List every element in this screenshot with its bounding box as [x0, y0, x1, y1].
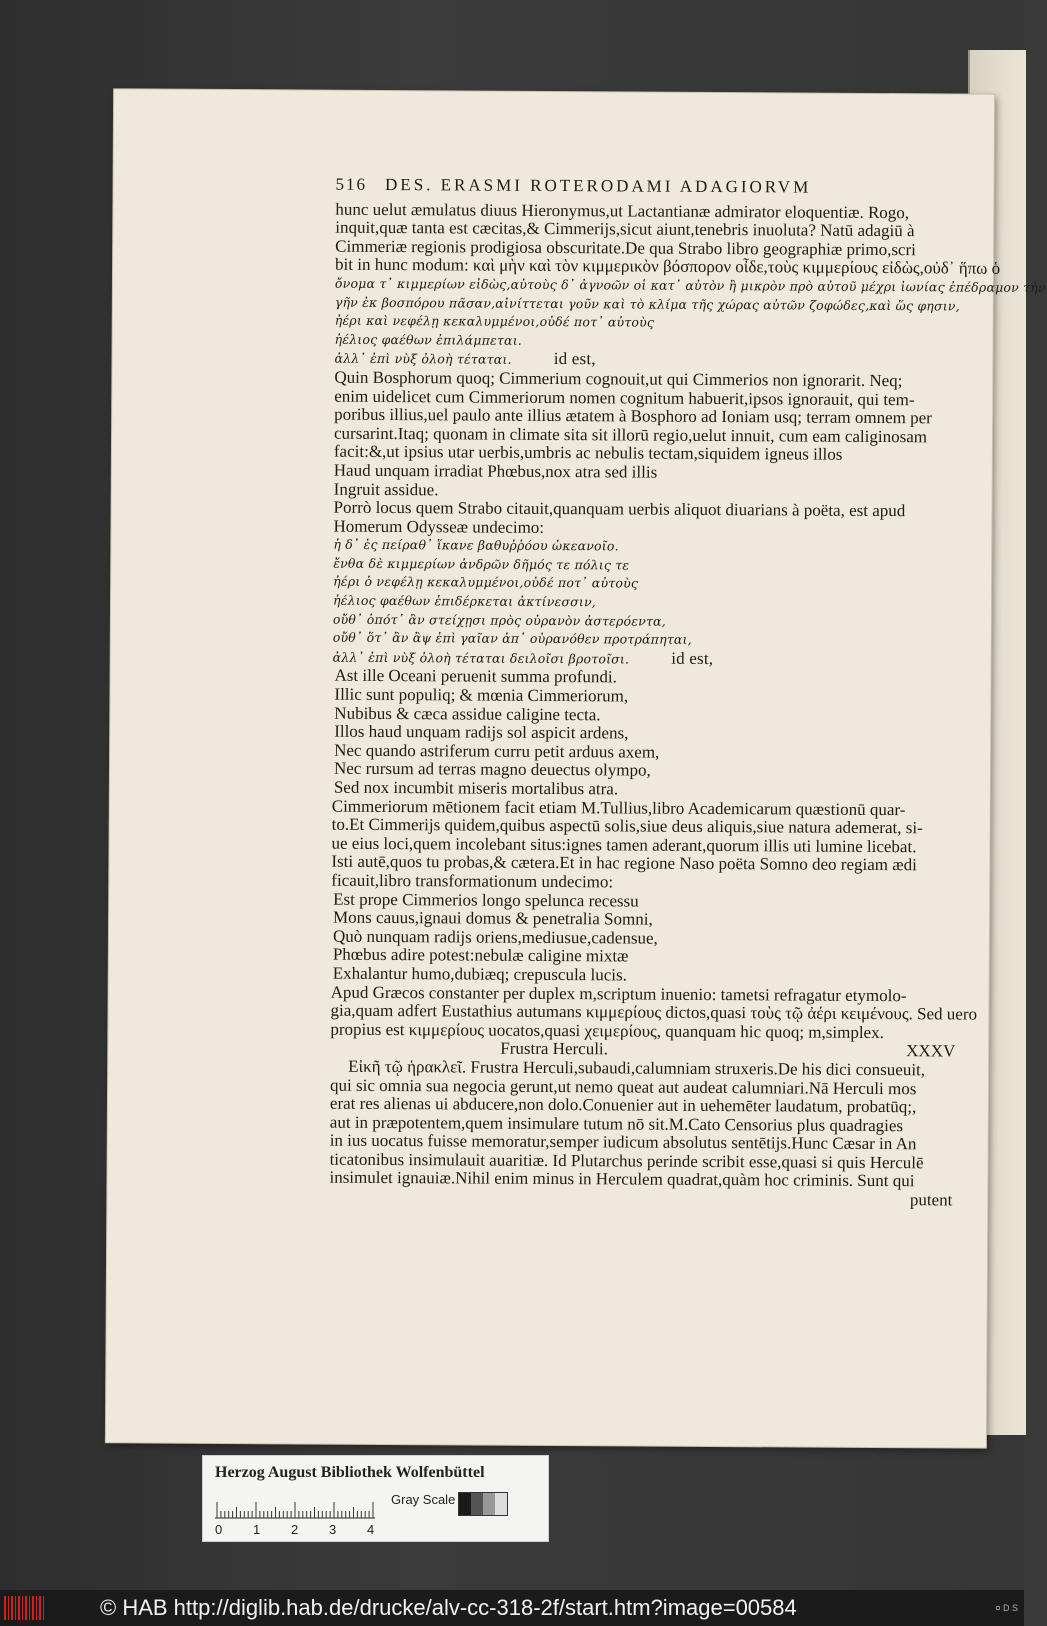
text-line-content: ficauit,libro transformationum undecimo:	[331, 870, 614, 892]
text-line-content: Est prope Cimmerios longo spelunca recessu	[333, 889, 639, 911]
adage-number: XXXV	[906, 1041, 956, 1061]
ruler-number: 1	[253, 1522, 261, 1537]
color-calibration-card	[202, 1455, 549, 1542]
text-line-content: inquit,quæ tanta est cæcitas,& Cimmerijs,sicut aiunt,tenebris inuoluta? Natū adagiū à	[335, 217, 915, 241]
text-line-content: to.Et Cimmerijs quidem,quibus aspectū solis,siue deus aliquis,siue natura ademerat, si-	[331, 814, 923, 838]
text-line-content: ἔνθα δὲ κιμμερίων ἀνδρῶν δῆμός τε πόλις τε	[333, 555, 630, 573]
text-line-content: Quò nunquam radijs oriens,mediusue,cadensue,	[332, 926, 658, 948]
text-line-content: enim uidelicet cum Cimmeriorum nomen cognitum habuerit,ipsos ignorauit, qui tem-	[334, 386, 915, 409]
gray-scale-label: Gray Scale	[391, 1492, 456, 1507]
text-line-content: erat res alienas ui abducere,non dolo.Conuenier aut in uehemēter laudatum, probatūq;,	[329, 1093, 917, 1117]
text-line-content: in ius uocatus fuisse memoratur,semper iudicum absolutus sentētijs.Hunc Cæsar in An	[329, 1130, 917, 1154]
ruler-number: 4	[367, 1522, 375, 1537]
source-url[interactable]: © HAB http://diglib.hab.de/drucke/alv-cc-318-2f/start.htm?image=00584	[100, 1595, 797, 1620]
text-line-content: Nec rursum ad terras magno deuectus olympo,	[333, 759, 651, 781]
text-line-content: Nubibus & cæca assidue caligine tecta.	[334, 703, 601, 724]
text-line-content: Apud Græcos constanter per duplex m,scriptum inuenio: tametsi refragatur etymolo-	[330, 982, 907, 1005]
text-line	[329, 1169, 954, 1191]
text-line-content: Quin Bosphorum quoq; Cimmerium cognouit,ut qui Cimmerios non ignorarit. Neq;	[334, 367, 903, 391]
id-est-marker: id est,	[553, 349, 596, 369]
text-line-content: hunc uelut æmulatus diuus Hieronymus,ut Lactantianæ admirator eloquentiæ. Rogo,	[335, 199, 910, 222]
ruler-number: 3	[329, 1522, 337, 1537]
folio-number: 516	[335, 174, 368, 194]
text-line-content: Phœbus adire potest:nebulæ caligine mixtæ	[332, 945, 629, 966]
text-line-content: ἠέλιος φαέθων ἐπιλάμπεται.	[334, 331, 523, 348]
text-line-content: Homerum Odysseæ undecimo:	[333, 516, 545, 537]
page-header	[336, 176, 961, 198]
text-line-content: οὔθ᾽ ὁπότ᾽ ἂν στείχῃσι πρὸς οὐρανὸν ἀστερόεντα,	[332, 611, 666, 629]
text-line-content: οὔθ᾽ ὅτ᾽ ἂν ἂψ ἐπὶ γαῖαν ἀπ᾽ οὐρανόθεν προτράπηται,	[332, 629, 692, 648]
text-line-content: Haud unquam irradiat Phœbus,nox atra sed illis	[333, 460, 658, 482]
text-line-content: Porrò locus quem Strabo citauit,quanquam uerbis aliquot diuarians à poëta, est apud	[333, 497, 906, 521]
book-page	[106, 89, 1046, 1447]
text-line-content: ἠέρι ὁ νεφέλῃ κεκαλυμμένοι,οὐδέ ποτ᾽ αὐτοὺς	[333, 574, 639, 592]
footer-mark: ¤ D S	[995, 1603, 1018, 1613]
text-line-content: aut in præpotentem,quem insimulare tutum nō sit.M.Cato Censorius plus quadragies	[329, 1112, 904, 1135]
ruler-number: 0	[215, 1522, 223, 1537]
text-line-content: Cimmeriæ regionis prodigiosa obscuritate.De qua Strabo libro geographiæ primo,scri	[335, 236, 916, 260]
text-lines	[330, 199, 1046, 1043]
text-line-content: Illic sunt populiq; & mœnia Cimmeriorum,	[334, 684, 629, 706]
gray-swatch	[459, 1493, 471, 1515]
gray-swatch	[495, 1493, 507, 1515]
text-line-content: ὄνομα τ᾽ κιμμερίων εἰδὼς,αὐτοὺς δ᾽ ἀγνοῶν οἱ κατ᾽ αὐτὸν ἢ μικρὸν πρὸ αὐτοῦ μέχρι ἰωνίας ἐπέδραμον τὴν	[334, 275, 1046, 295]
text-line-content: Ast ille Oceani peruenit summa profundi.	[334, 666, 617, 687]
text-line-content: gia,quam adfert Eustathius autumans κιμμερίους dictos,quasi τοὺς τῷ ἀέρι κειμένους. Sed uero	[330, 1000, 978, 1024]
text-line-content: bit in hunc modum: καὶ μὴν καὶ τὸν κιμμερικὸν βόσπορον οἶδε,τοὺς κιμμερίους εἰδὼς,οὐδ᾽ ἥπω ὁ	[335, 255, 1001, 279]
text-line-content: Exhalantur humo,dubiæq; crepuscula lucis.	[332, 963, 627, 985]
text-line-content: ἡ δ᾽ ἐς πείραθ᾽ ἵκανε βαθυῤῥόου ὠκεανοῖο.	[333, 536, 619, 554]
text-line-content: ticatonibus insimulauit auaritiæ. Id Plutarchus perinde scribit esse,quasi si quis Herculē	[329, 1149, 924, 1173]
text-block	[329, 174, 1046, 1210]
text-lines-continued	[329, 1058, 955, 1192]
text-line-content: cursarint.Itaq; quonam in climate sita sit illorū regio,uelut innuit, cum eam caliginosam	[333, 423, 928, 447]
gray-scale-swatches	[458, 1492, 508, 1516]
ruler-scale	[215, 1491, 375, 1519]
catchword: putent	[909, 1190, 953, 1210]
text-line-content: Nec quando astriferum curru petit arduus axem,	[334, 740, 660, 762]
text-line-content: qui sic omnia sua negocia gerunt,ut nemo queat aut audeat calumniari.Nā Herculi mos	[330, 1075, 917, 1098]
adage-title: Frustra Herculi.	[500, 1039, 608, 1059]
text-line-content: Εἰκῆ τῷ ἡρακλεῖ. Frustra Herculi,subaudi,calumniam struxeris.De his dici consueuit,	[348, 1056, 926, 1080]
running-title: DES. ERASMI ROTERODAMI ADAGIORVM	[385, 174, 812, 197]
text-line-content: ἀλλ᾽ ἐπὶ νὺξ ὀλοὴ τέταται.	[334, 351, 512, 368]
ruler-number: 2	[291, 1522, 299, 1537]
hab-logo-icon	[4, 1596, 46, 1620]
text-line-content: Ingruit assidue.	[333, 479, 439, 499]
text-line-content: ue eius loci,quem incolebant situs:ignes tamen aderant,quorum illis uti lumine licebat.	[331, 833, 917, 857]
text-line-content: Sed nox incumbit miseris mortalibus atra.	[333, 777, 619, 799]
text-line-content: propius est κιμμερίους uocatos,quasi χειμερίους, quanquam hic quoq; m,simplex.	[330, 1019, 884, 1042]
text-line-content: ἠέρι καὶ νεφέλῃ κεκαλυμμένοι,οὐδέ ποτ᾽ αὐτοὺς	[334, 312, 655, 330]
text-line-content: Mons cauus,ignaui domus & penetralia Somni,	[333, 907, 653, 929]
gray-swatch	[471, 1493, 483, 1515]
gray-swatch	[483, 1493, 495, 1515]
text-line-content: poribus illius,uel paulo ante illius ætatem à Bosphoro ad Ioniam usq; terram omnem per	[334, 404, 932, 428]
id-est-marker: id est,	[671, 648, 714, 668]
text-line-content: ἀλλ᾽ ἐπὶ νὺξ ὀλοὴ τέταται δειλοῖσι βροτοῖσι.	[332, 649, 630, 667]
library-name: Herzog August Bibliothek Wolfenbüttel	[215, 1464, 485, 1481]
text-line-content: Illos haud unquam radijs sol aspicit ardens,	[334, 721, 629, 743]
text-line-content: insimulet ignauiæ.Nihil enim minus in Herculem quadrat,quàm hoc criminis. Sunt qui	[329, 1168, 915, 1191]
text-line-content: γῆν ἐκ βοσπόρου πᾶσαν,αἰνίττεται γοῦν καὶ τὸ κλίμα τῆς χώρας αὐτῶν ζοφώδες,καὶ ὥς φησιν,	[334, 294, 960, 314]
text-line-content: facit:&,ut ipsius utar uerbis,umbris ac nebulis tectam,siquidem igneus illos	[333, 441, 843, 465]
text-line-content: Cimmeriorum mētionem facit etiam M.Tullius,libro Academicarum quæstionū quar-	[331, 796, 906, 819]
text-line-content: ἠέλιος φαέθων ἐπιδέρκεται ἀκτίνεσσιν,	[332, 592, 597, 610]
text-line-content: Isti autē,quos tu probas,& cætera.Et in hac regione Naso poëta Somno deo regiam ædi	[331, 852, 917, 875]
footer-bar	[0, 1590, 1024, 1626]
